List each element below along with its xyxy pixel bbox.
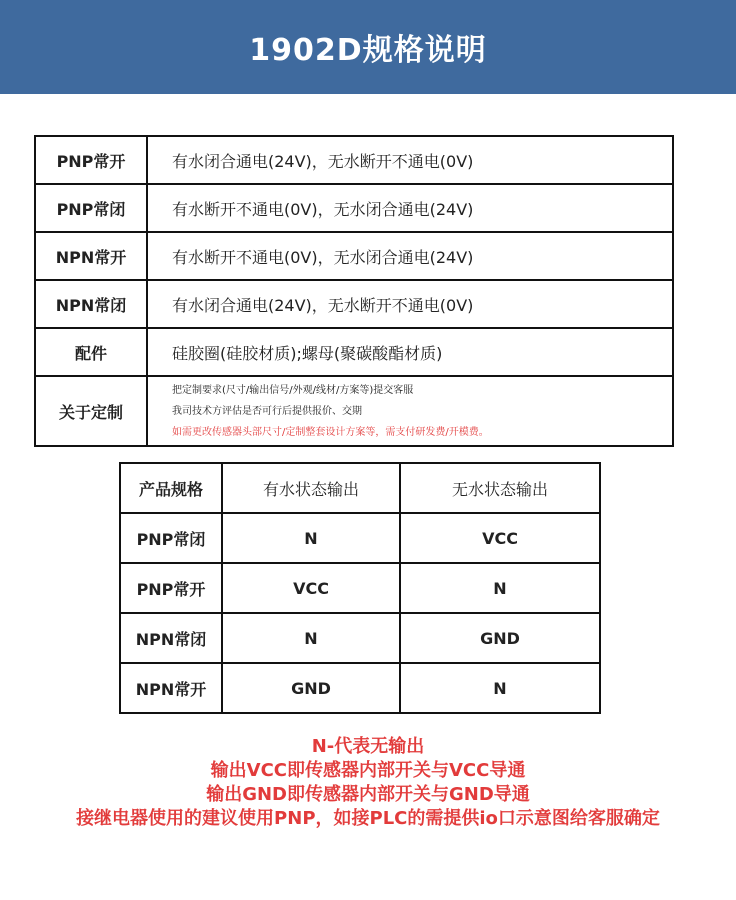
spec-row xyxy=(35,184,673,232)
output-cell: N xyxy=(400,663,600,713)
output-cell: N xyxy=(400,563,600,613)
output-cell: VCC xyxy=(400,513,600,563)
output-table xyxy=(119,462,601,714)
output-cell: N xyxy=(222,613,400,663)
spec-label: NPN常开 xyxy=(35,232,147,280)
header-cell: 无水状态输出 xyxy=(400,463,600,513)
note-line: 接继电器使用的建议使用PNP，如接PLC的需提供io口示意图给客服确定 xyxy=(76,808,660,829)
spec-label: NPN常闭 xyxy=(35,280,147,328)
spec-row xyxy=(35,280,673,328)
output-row xyxy=(120,513,600,563)
notes-block xyxy=(0,735,736,831)
output-cell: VCC xyxy=(222,563,400,613)
spec-desc: 硅胶圈(硅胶材质);螺母(聚碳酸酯材质) xyxy=(147,328,673,376)
custom-desc xyxy=(147,376,673,446)
spec-label: PNP常开 xyxy=(35,136,147,184)
note-line: 输出VCC即传感器内部开关与VCC导通 xyxy=(210,760,526,781)
output-row xyxy=(120,613,600,663)
header-cell: 产品规格 xyxy=(120,463,222,513)
note-line: 输出GND即传感器内部开关与GND导通 xyxy=(206,784,530,805)
spec-desc: 有水断开不通电(0V)，无水闭合通电(24V) xyxy=(147,232,673,280)
output-row xyxy=(120,563,600,613)
output-cell: NPN常闭 xyxy=(120,613,222,663)
header-cell: 有水状态输出 xyxy=(222,463,400,513)
note-line: N-代表无输出 xyxy=(311,736,425,757)
custom-label: 关于定制 xyxy=(35,376,147,446)
custom-row xyxy=(35,376,673,446)
output-row xyxy=(120,663,600,713)
spec-label: 配件 xyxy=(35,328,147,376)
spec-table xyxy=(34,135,674,447)
output-cell: N xyxy=(222,513,400,563)
custom-line: 我司技术方评估是否可行后提供报价、交期 xyxy=(172,405,362,417)
spec-label: PNP常闭 xyxy=(35,184,147,232)
page-title: 1902D规格说明 xyxy=(249,33,487,68)
spec-desc: 有水闭合通电(24V)，无水断开不通电(0V) xyxy=(147,136,673,184)
custom-line: 把定制要求(尺寸/输出信号/外观/线材/方案等)提交客服 xyxy=(172,384,414,396)
custom-line-warning: 如需更改传感器头部尺寸/定制整套设计方案等，需支付研发费/开模费。 xyxy=(172,426,489,438)
output-cell: PNP常开 xyxy=(120,563,222,613)
header-banner xyxy=(0,0,736,94)
output-cell: GND xyxy=(400,613,600,663)
output-cell: NPN常开 xyxy=(120,663,222,713)
spec-desc: 有水断开不通电(0V)，无水闭合通电(24V) xyxy=(147,184,673,232)
spec-row xyxy=(35,136,673,184)
spec-desc: 有水闭合通电(24V)，无水断开不通电(0V) xyxy=(147,280,673,328)
output-cell: PNP常闭 xyxy=(120,513,222,563)
spec-row xyxy=(35,232,673,280)
output-cell: GND xyxy=(222,663,400,713)
spec-row xyxy=(35,328,673,376)
output-header-row xyxy=(120,463,600,513)
